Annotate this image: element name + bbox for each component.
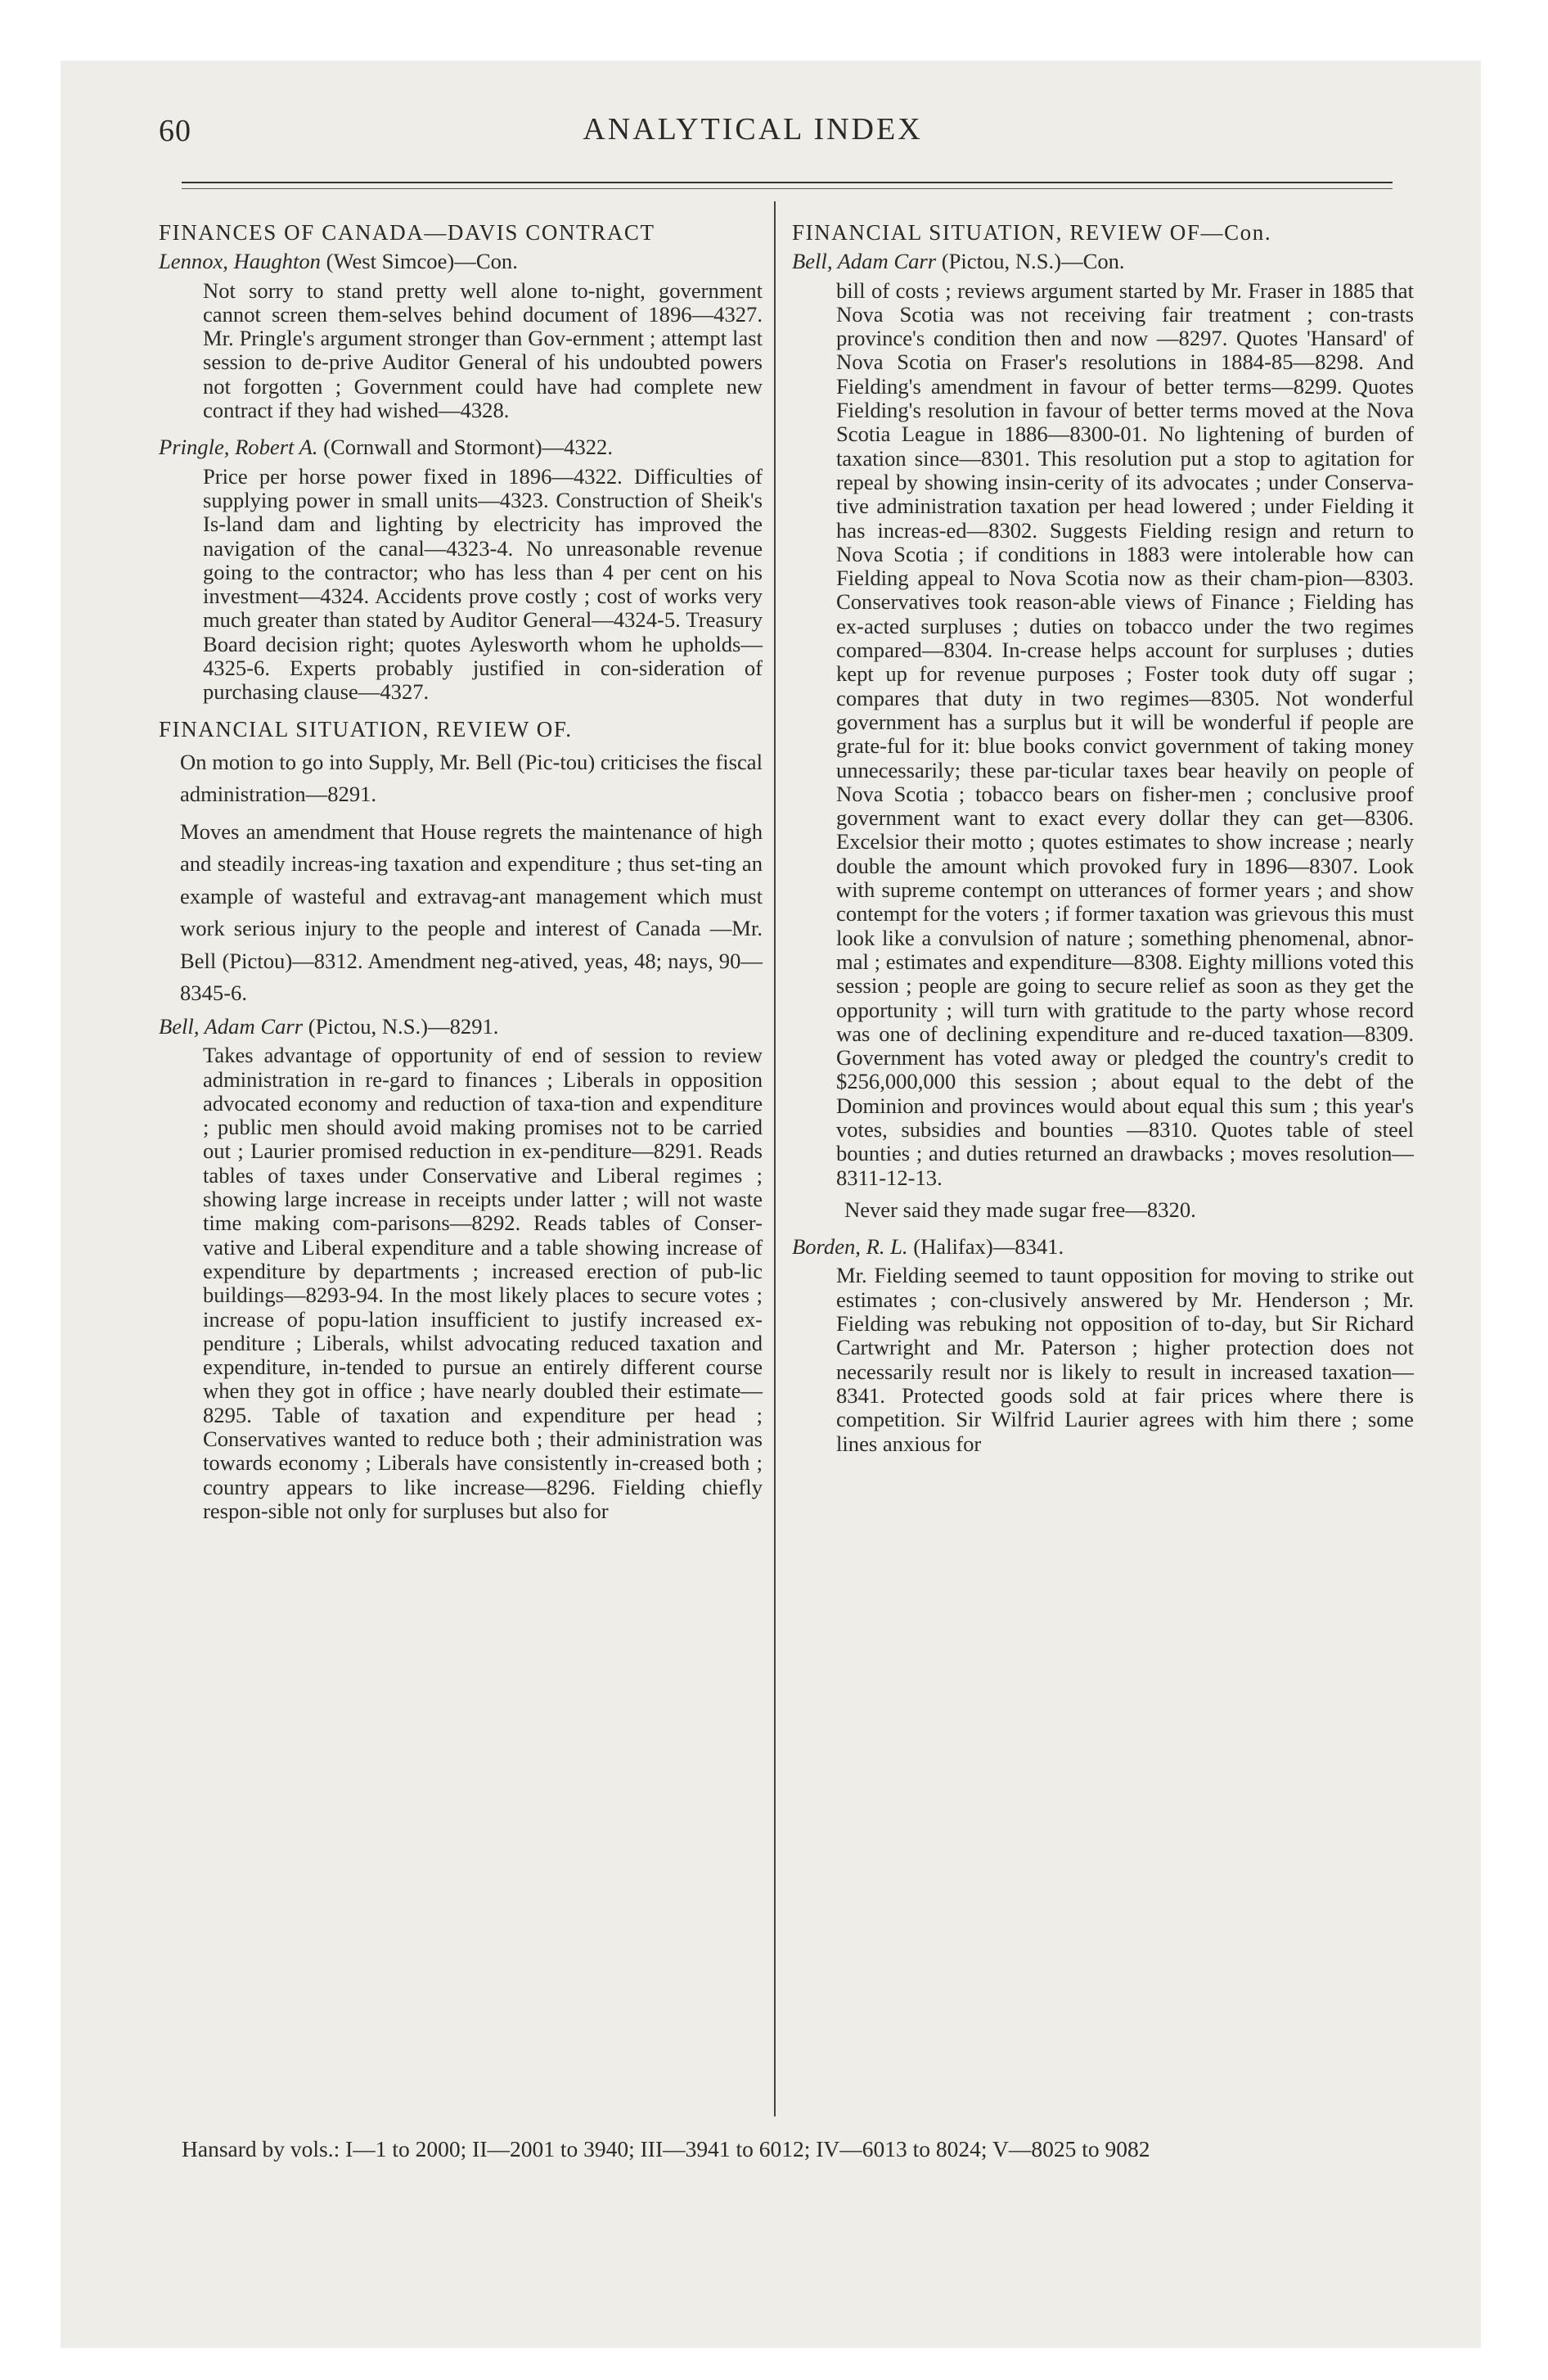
speaker-line <box>159 1015 763 1039</box>
speaker-name: Bell, Adam Carr <box>792 249 937 274</box>
left-column <box>159 221 763 1531</box>
speaker-line <box>159 435 763 459</box>
index-entry: On motion to go into Supply, Mr. Bell (Pic-tou) criticises the fiscal administration—8291. <box>180 749 763 807</box>
speaker-constituency: (Pictou, N.S.)—8291. <box>308 1013 499 1039</box>
speaker-line <box>159 250 763 273</box>
speaker-constituency: (West Simcoe)—Con. <box>326 249 518 274</box>
speaker-line <box>792 1235 1414 1259</box>
page-number: 60 <box>159 114 191 148</box>
speaker-name: Borden, R. L. <box>792 1234 908 1260</box>
speaker-name: Pringle, Robert A. <box>159 435 318 460</box>
index-entry: Never said they made sugar free—8320. <box>844 1197 1196 1222</box>
index-entry: Takes advantage of opportunity of end of session to review administration in re-gard to finances ; Liberals in opposition advocated economy and reduction of taxa-tion and expenditure ; public men should avoid making promises not to be carried out ; Laurier promised reduction in ex-penditure—8291. Reads tables of taxes under Conservative and Liberal regimes ; showing large increase in receipts under latter ; will not waste time making com-parisons—8292. Reads tables of Conser-vative and Liberal expenditure and a table showing increase of expenditure by departments ; increased erection of pub-lic buildings—8293-94. In the most likely places to secure votes ; increase of popu-lation insufficient to justify increased ex-penditure ; Liberals, whilst advocating reduced taxation and expenditure, in-tended to pursue an entirely different course when they got in office ; have nearly doubled their estimate—8295. Table of taxation and expenditure per head ; Conservatives wanted to reduce both ; their administration was towards economy ; Liberals have consistently in-creased both ; country appears to like increase—8296. Fielding chiefly respon-sible not only for surpluses but also for <box>203 1043 763 1523</box>
index-entry: Price per horse power fixed in 1896—4322. Difficulties of supplying power in small units—4323. Construction of Sheik's Is-land dam and lighting by electricity has improved the navigation of the canal—4323-4. No unreasonable revenue going to the contractor; who has less than 4 per cent on his investment—4324. Accidents prove costly ; cost of works very much greater than stated by Auditor General—4324-5. Treasury Board decision right; quotes Aylesworth whom he upholds—4325-6. Experts probably justified in con-sideration of purchasing clause—4327. <box>203 463 763 705</box>
section-heading: FINANCIAL SITUATION, REVIEW OF—Con. <box>792 220 1272 245</box>
speaker-name: Lennox, Haughton <box>159 249 321 274</box>
speaker-constituency: (Cornwall and Stormont)—4322. <box>323 435 613 460</box>
speaker-line <box>792 250 1414 273</box>
section-heading: FINANCES OF CANADA—DAVIS CONTRACT <box>159 220 655 245</box>
index-entry: Moves an amendment that House regrets the maintenance of high and steadily increas-ing taxation and expenditure ; thus set-ting an example of wasteful and extravag-ant management which must work serious injury to the people and interest of Canada —Mr. Bell (Pictou)—8312. Amendment neg-atived, yeas, 48; nays, 90—8345-6. <box>180 818 763 1006</box>
footer-note: Hansard by vols.: I—1 to 2000; II—2001 to 3940; III—3941 to 6012; IV—6013 to 8024; V—8025 to 9082 <box>182 2136 1150 2161</box>
speaker-constituency: (Pictou, N.S.)—Con. <box>941 249 1125 274</box>
running-head: ANALYTICAL INDEX <box>583 112 923 146</box>
column-divider <box>774 201 776 2116</box>
speaker-constituency: (Halifax)—8341. <box>913 1234 1064 1260</box>
speaker-name: Bell, Adam Carr <box>159 1013 304 1039</box>
index-entry: bill of costs ; reviews argument started by Mr. Fraser in 1885 that Nova Scotia was not receiving fair treatment ; con-trasts province's condition then and now —8297. Quotes 'Hansard' of Nova Scotia on Fraser's resolutions in 1884-85—8298. And Fielding's amendment in favour of better terms—8299. Quotes Fielding's resolution in favour of better terms moved at the Nova Scotia League in 1886—8300-01. No lightening of burden of taxation since—8301. This resolution put a stop to agitation for repeal by showing insin-cerity of its advocates ; under Conserva-tive administration taxation per head lowered ; under Fielding it has increas-ed—8302. Suggests Fielding resign and return to Nova Scotia ; if conditions in 1883 were intolerable how can Fielding appeal to Nova Scotia now as their cham-pion—8303. Conservatives took reason-able views of Finance ; Fielding has ex-acted surpluses ; duties on tobacco under the two regimes compared—8304. In-crease helps account for surpluses ; duties kept up for revenue purposes ; Foster took duty off sugar ; compares that duty in two regimes—8305. Not wonderful government has a surplus but it will be wonderful if people are grate-ful for it: blue books convict government of taking money unnecessarily; these par-ticular taxes bear heavily on people of Nova Scotia ; tobacco bears on fisher-men ; conclusive proof government want to exact every dollar they can get—8306. Excelsior their motto ; quotes estimates to show increase ; nearly double the amount which provoked fury in 1896—8307. Look with supreme contempt on utterances of former years ; and show contempt for the voters ; if former taxation was grievous this must look like a convulsion of nature ; something phenomenal, abnor-mal ; estimates and expenditure—8308. Eighty millions voted this session ; people are going to secure relief as soon as they get the opportunity ; will turn with gratitude to the party whose record was one of declining expenditure and re-duced taxation—8309. Government has voted away or pledged the country's credit to $256,000,000 this session ; about equal to the debt of the Dominion and provinces would about equal this sum ; this year's votes, subsidies and bounties —8310. Quotes table of steel bounties ; and duties returned an drawbacks ; moves resolution—8311-12-13. <box>836 277 1414 1190</box>
index-entry: Not sorry to stand pretty well alone to-night, government cannot screen them-selves behind document of 1896—4327. Mr. Pringle's argument stronger than Gov-ernment ; attempt last session to de-prive Auditor General of his undoubted powers not forgotten ; Government could have had complete new contract if they had wished—4328. <box>203 277 763 423</box>
right-column <box>792 221 1414 1469</box>
index-entry: Mr. Fielding seemed to taunt opposition for moving to strike out estimates ; con-clusively answered by Mr. Henderson ; Mr. Fielding was rebuking not opposition of to-day, but Sir Richard Cartwright and Mr. Paterson ; higher protection does not necessarily result nor is likely to result in increased taxation—8341. Protected goods sold at fair prices where there is competition. Sir Wilfrid Laurier agrees with him there ; some lines anxious for <box>836 1263 1414 1456</box>
header-rule <box>182 182 1393 183</box>
section-heading: FINANCIAL SITUATION, REVIEW OF. <box>159 716 573 741</box>
header-rule-thin <box>182 188 1393 189</box>
